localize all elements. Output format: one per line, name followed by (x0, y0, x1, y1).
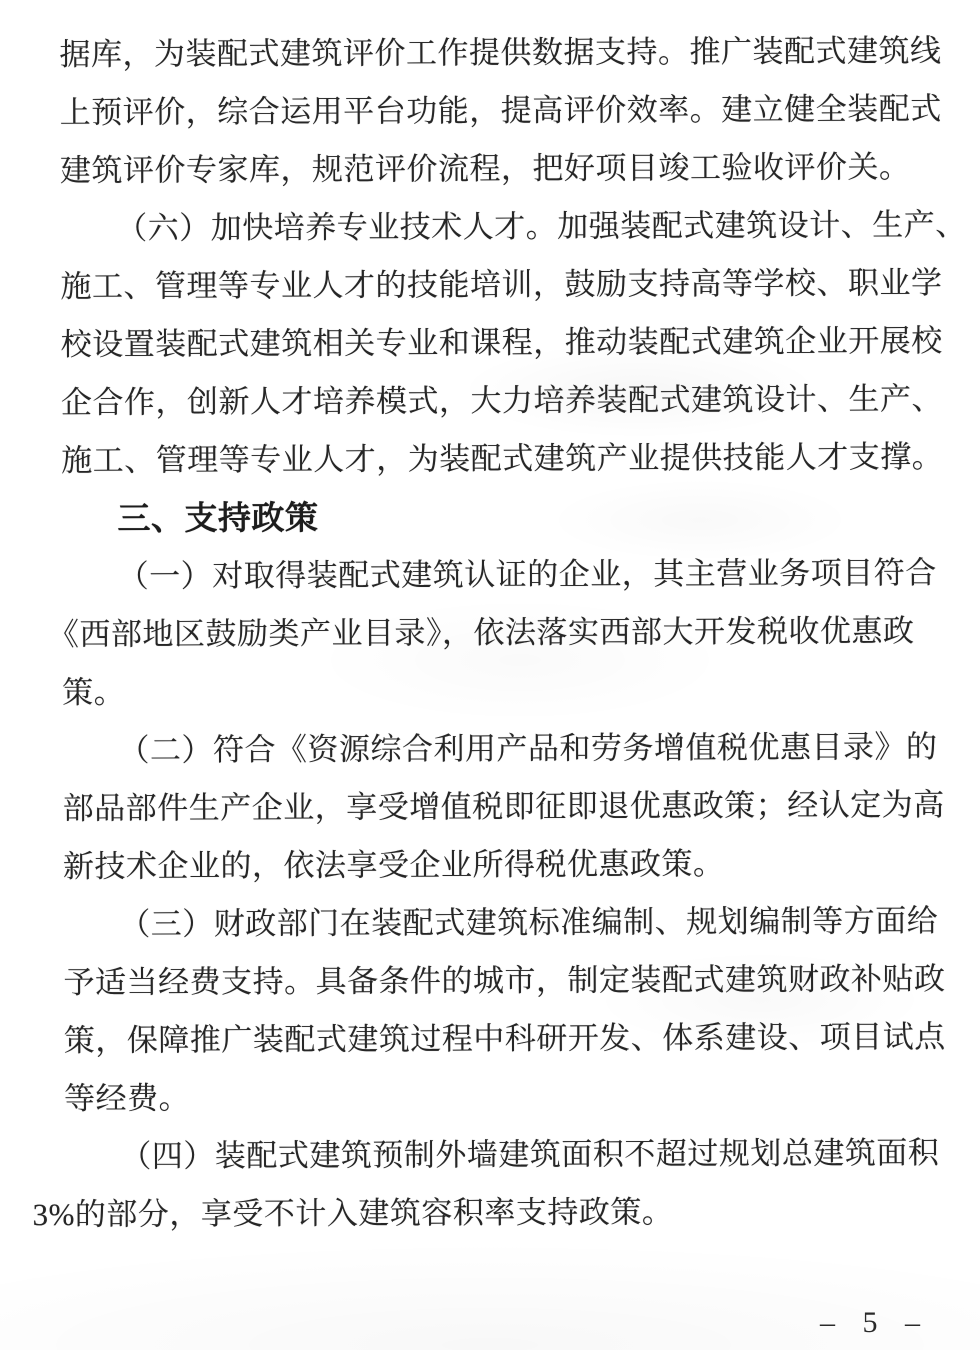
page-number: – 5 – (820, 1306, 930, 1339)
body-line: 企合作，创新人才培养模式，大力培养装配式建筑设计、生产、 (60, 381, 944, 420)
body-line: 策。 (62, 674, 126, 710)
body-line: 《西部地区鼓励类产业目录》，依法落实西部大开发税收优惠政 (47, 613, 915, 653)
body-line: （三）财政部门在装配式建筑标准编制、规划编制等方面给 (119, 903, 939, 942)
body-line: 施工、管理等专业人才，为装配式建筑产业提供技能人才支撑。 (61, 439, 944, 478)
body-line: （一）对取得装配式建筑认证的企业，其主营业务项目符合 (117, 555, 937, 594)
body-line: 据库，为装配式建筑评价工作提供数据支持。推广装配式建筑线 (59, 33, 942, 72)
body-line: 部品部件生产企业，享受增值税即征即退优惠政策；经认定为高 (62, 787, 945, 826)
body-line: 策，保障推广装配式建筑过程中科研开发、体系建设、项目试点 (63, 1019, 946, 1058)
body-line: （二）符合《资源综合利用产品和劳务增值税优惠目录》的 (118, 729, 938, 768)
body-line: 校设置装配式建筑相关专业和课程，推动装配式建筑企业开展校 (60, 323, 943, 362)
body-line: 予适当经费支持。具备条件的城市，制定装配式建筑财政补贴政 (63, 961, 946, 1000)
body-line: 新技术企业的，依法享受企业所得税优惠政策。 (62, 846, 725, 884)
body-line: 建筑评价专家库，规范评价流程，把好项目竣工验收评价关。 (59, 149, 911, 188)
body-line: 施工、管理等专业人才的技能培训，鼓励支持高等学校、职业学 (60, 265, 943, 304)
section-heading: 三、支持政策 (117, 498, 319, 537)
body-line: 3%的部分，享受不计入建筑容积率支持政策。 (32, 1194, 674, 1233)
body-line: 上预评价，综合运用平台功能，提高评价效率。建立健全装配式 (59, 91, 942, 130)
body-line: （六）加快培养专业技术人才。加强装配式建筑设计、生产、 (116, 207, 967, 246)
body-line: （四）装配式建筑预制外墙建筑面积不超过规划总建筑面积 (120, 1135, 940, 1174)
body-line: 等经费。 (63, 1080, 191, 1116)
document-body (32, 22, 967, 1244)
